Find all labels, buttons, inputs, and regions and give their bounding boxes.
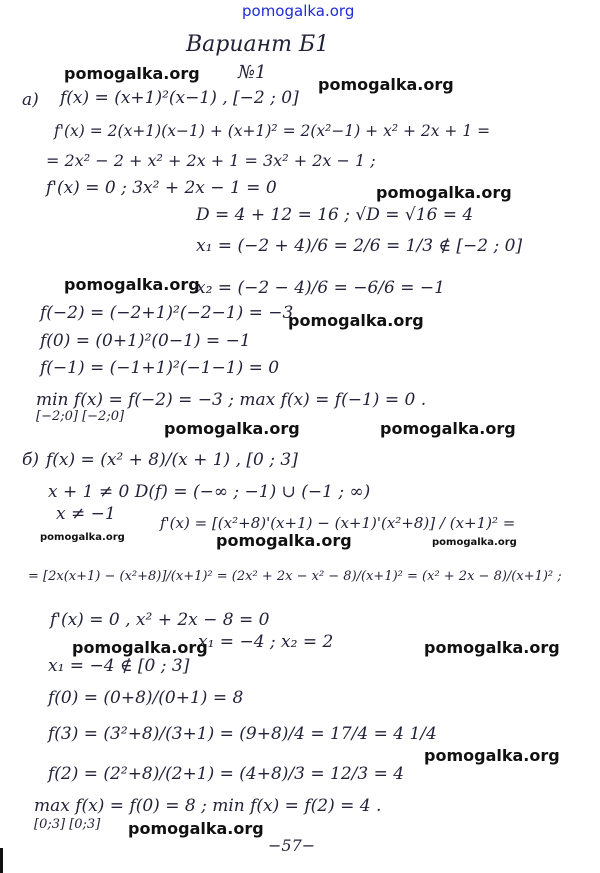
watermark: pomogalka.org <box>216 531 352 550</box>
part-a-line: f'(x) = 2(x+1)(x−1) + (x+1)² = 2(x²−1) + x² + 2x + 1 = <box>54 122 491 140</box>
part-b-line: f(0) = (0+8)/(0+1) = 8 <box>48 688 244 708</box>
part-b-line: x₁ = −4 ∉ [0 ; 3] <box>48 656 190 676</box>
part-a-line: f(0) = (0+1)²(0−1) = −1 <box>40 331 251 351</box>
watermark: pomogalka.org <box>40 532 125 543</box>
part-b-line: = [2x(x+1) − (x²+8)]/(x+1)² = (2x² + 2x − x² − 8)/(x+1)² = (x² + 2x − 8)/(x+1)² ; <box>28 569 562 584</box>
site-link[interactable]: pomogalka.org <box>242 2 355 20</box>
part-a-line: f(x) = (x+1)²(x−1) , [−2 ; 0] <box>60 88 299 108</box>
watermark: pomogalka.org <box>376 183 512 202</box>
problem-number: №1 <box>238 62 267 83</box>
part-a-line: min f(x) = f(−2) = −3 ; max f(x) = f(−1) = 0 . <box>36 390 427 410</box>
part-a-line: [−2;0] [−2;0] <box>36 409 125 424</box>
watermark: pomogalka.org <box>128 819 264 838</box>
part-b-line: x ≠ −1 <box>56 504 116 524</box>
part-a-line: f'(x) = 0 ; 3x² + 2x − 1 = 0 <box>46 178 277 198</box>
part-b-line: f(x) = (x² + 8)/(x + 1) , [0 ; 3] <box>46 450 298 470</box>
part-b-line: f(3) = (3²+8)/(3+1) = (9+8)/4 = 17/4 = 4 1/4 <box>48 724 437 744</box>
part-a-line: f(−1) = (−1+1)²(−1−1) = 0 <box>40 358 280 378</box>
part-a-line: f(−2) = (−2+1)²(−2−1) = −3 <box>40 303 294 323</box>
part-a-label: а) <box>22 90 39 110</box>
part-b-line: f'(x) = [(x²+8)'(x+1) − (x+1)'(x²+8)] / (x+1)² = <box>160 514 516 532</box>
part-a-line: x₁ = (−2 + 4)/6 = 2/6 = 1/3 ∉ [−2 ; 0] <box>196 236 523 256</box>
watermark: pomogalka.org <box>64 64 200 83</box>
watermark: pomogalka.org <box>380 419 516 438</box>
part-a-line: x₂ = (−2 − 4)/6 = −6/6 = −1 <box>196 278 445 298</box>
variant-title: Вариант Б1 <box>186 32 330 57</box>
page-number: −57− <box>268 836 316 855</box>
watermark: pomogalka.org <box>318 75 454 94</box>
page-edge-mark <box>0 848 3 873</box>
watermark: pomogalka.org <box>72 638 208 657</box>
watermark: pomogalka.org <box>424 638 560 657</box>
watermark: pomogalka.org <box>288 311 424 330</box>
part-b-line: [0;3] [0;3] <box>34 817 101 832</box>
watermark: pomogalka.org <box>64 275 200 294</box>
part-a-line: = 2x² − 2 + x² + 2x + 1 = 3x² + 2x − 1 ; <box>46 151 376 170</box>
part-b-line: x₁ = −4 ; x₂ = 2 <box>198 632 334 652</box>
part-a-line: D = 4 + 12 = 16 ; √D = √16 = 4 <box>196 205 474 225</box>
part-b-line: f'(x) = 0 , x² + 2x − 8 = 0 <box>50 610 270 630</box>
watermark: pomogalka.org <box>164 419 300 438</box>
part-b-label: б) <box>22 450 40 470</box>
watermark: pomogalka.org <box>432 537 517 548</box>
watermark: pomogalka.org <box>424 746 560 765</box>
part-b-line: f(2) = (2²+8)/(2+1) = (4+8)/3 = 12/3 = 4 <box>48 764 405 784</box>
part-b-line: max f(x) = f(0) = 8 ; min f(x) = f(2) = 4 . <box>34 796 382 816</box>
part-b-line: x + 1 ≠ 0 D(f) = (−∞ ; −1) ∪ (−1 ; ∞) <box>48 482 371 502</box>
